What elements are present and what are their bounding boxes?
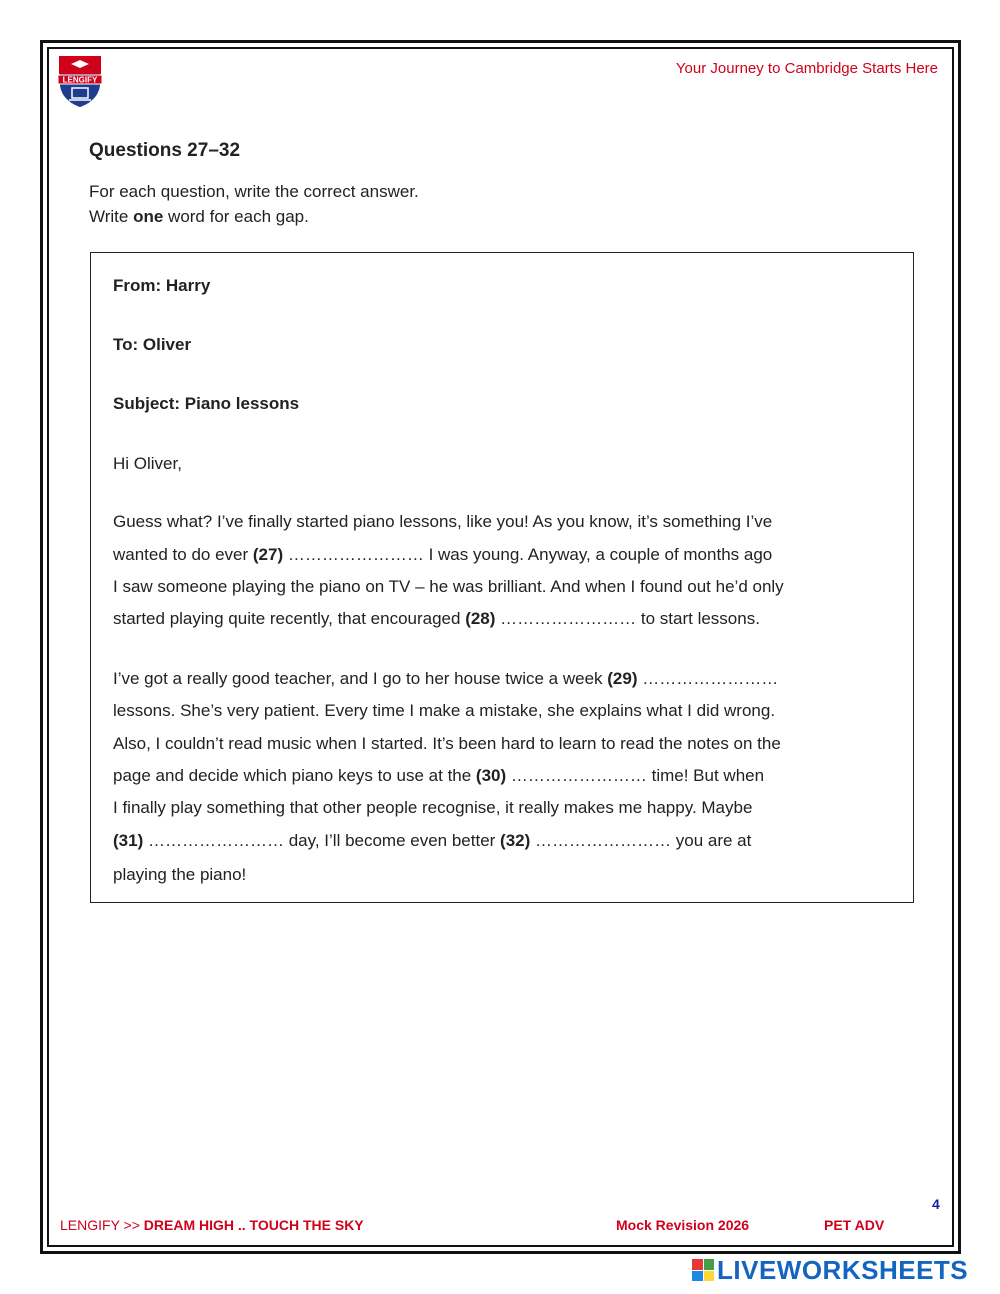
svg-text:LENGIFY: LENGIFY <box>62 75 98 85</box>
question-29-label: (29) <box>607 669 638 688</box>
paragraph-2-line-5: I finally play something that other people recognise, it really makes me happy. Maybe <box>113 798 753 817</box>
email-subject: Subject: Piano lessons <box>113 394 300 413</box>
question-31-label: (31) <box>113 831 144 850</box>
question-28-label: (28) <box>465 609 496 628</box>
email-from: From: Harry <box>113 276 211 295</box>
instructions <box>89 179 419 229</box>
paragraph-1-line-2: wanted to do ever (27) …………………… I was young. Anyway, a couple of months ago <box>113 545 773 564</box>
footer-level: PET ADV <box>824 1217 885 1233</box>
gap-30-input[interactable]: …………………… <box>510 766 647 785</box>
paragraph-1-line-3: I saw someone playing the piano on TV – he was brilliant. And when I found out he’d only <box>113 577 784 596</box>
liveworksheets-text: LIVEWORKSHEETS <box>717 1254 969 1285</box>
email-greeting: Hi Oliver, <box>113 454 182 473</box>
question-32-label: (32) <box>500 831 531 850</box>
question-30-label: (30) <box>475 766 507 785</box>
paragraph-2-line-2: lessons. She’s very patient. Every time I make a mistake, she explains what I did wrong. <box>113 701 776 720</box>
liveworksheets-icon <box>692 1259 714 1281</box>
paragraph-2-line-4: page and decide which piano keys to use at the (30) …………………… time! But when <box>113 766 765 785</box>
paragraph-2-line-1: I’ve got a really good teacher, and I go to her house twice a week (29) …………………… <box>113 669 779 688</box>
paragraph-2-line-7: playing the piano! <box>113 865 247 884</box>
instruction-line-1: For each question, write the correct answer. <box>89 182 419 201</box>
email-to: To: Oliver <box>113 335 192 354</box>
instruction-line-2: Write one word for each gap. <box>89 207 309 226</box>
questions-title: Questions 27–32 <box>89 140 241 161</box>
paragraph-2-line-6: (31) …………………… day, I’ll become even better (32) …………………… you are at <box>113 831 752 850</box>
footer-brand: LENGIFY >> DREAM HIGH .. TOUCH THE SKY <box>60 1217 364 1233</box>
gap-31-input[interactable]: …………………… <box>147 831 284 850</box>
gap-29-input[interactable]: …………………… <box>642 669 779 688</box>
gap-28-input[interactable]: …………………… <box>500 609 637 628</box>
gap-32-input[interactable]: …………………… <box>535 831 672 850</box>
paragraph-2-line-3: Also, I couldn’t read music when I started. It’s been hard to learn to read the notes on the <box>113 734 781 753</box>
page-number: 4 <box>932 1196 940 1212</box>
gap-27-input[interactable]: …………………… <box>287 545 424 564</box>
paragraph-1-line-4: started playing quite recently, that encouraged (28) …………………… to start lessons. <box>113 609 760 628</box>
liveworksheets-watermark[interactable] <box>692 1255 968 1285</box>
tagline: Your Journey to Cambridge Starts Here <box>675 60 938 77</box>
paragraph-1-line-1: Guess what? I’ve finally started piano lessons, like you! As you know, it’s something I’ve <box>113 512 773 531</box>
footer-mock: Mock Revision 2026 <box>616 1217 750 1233</box>
lengify-logo <box>55 52 105 110</box>
question-27-label: (27) <box>252 545 284 564</box>
